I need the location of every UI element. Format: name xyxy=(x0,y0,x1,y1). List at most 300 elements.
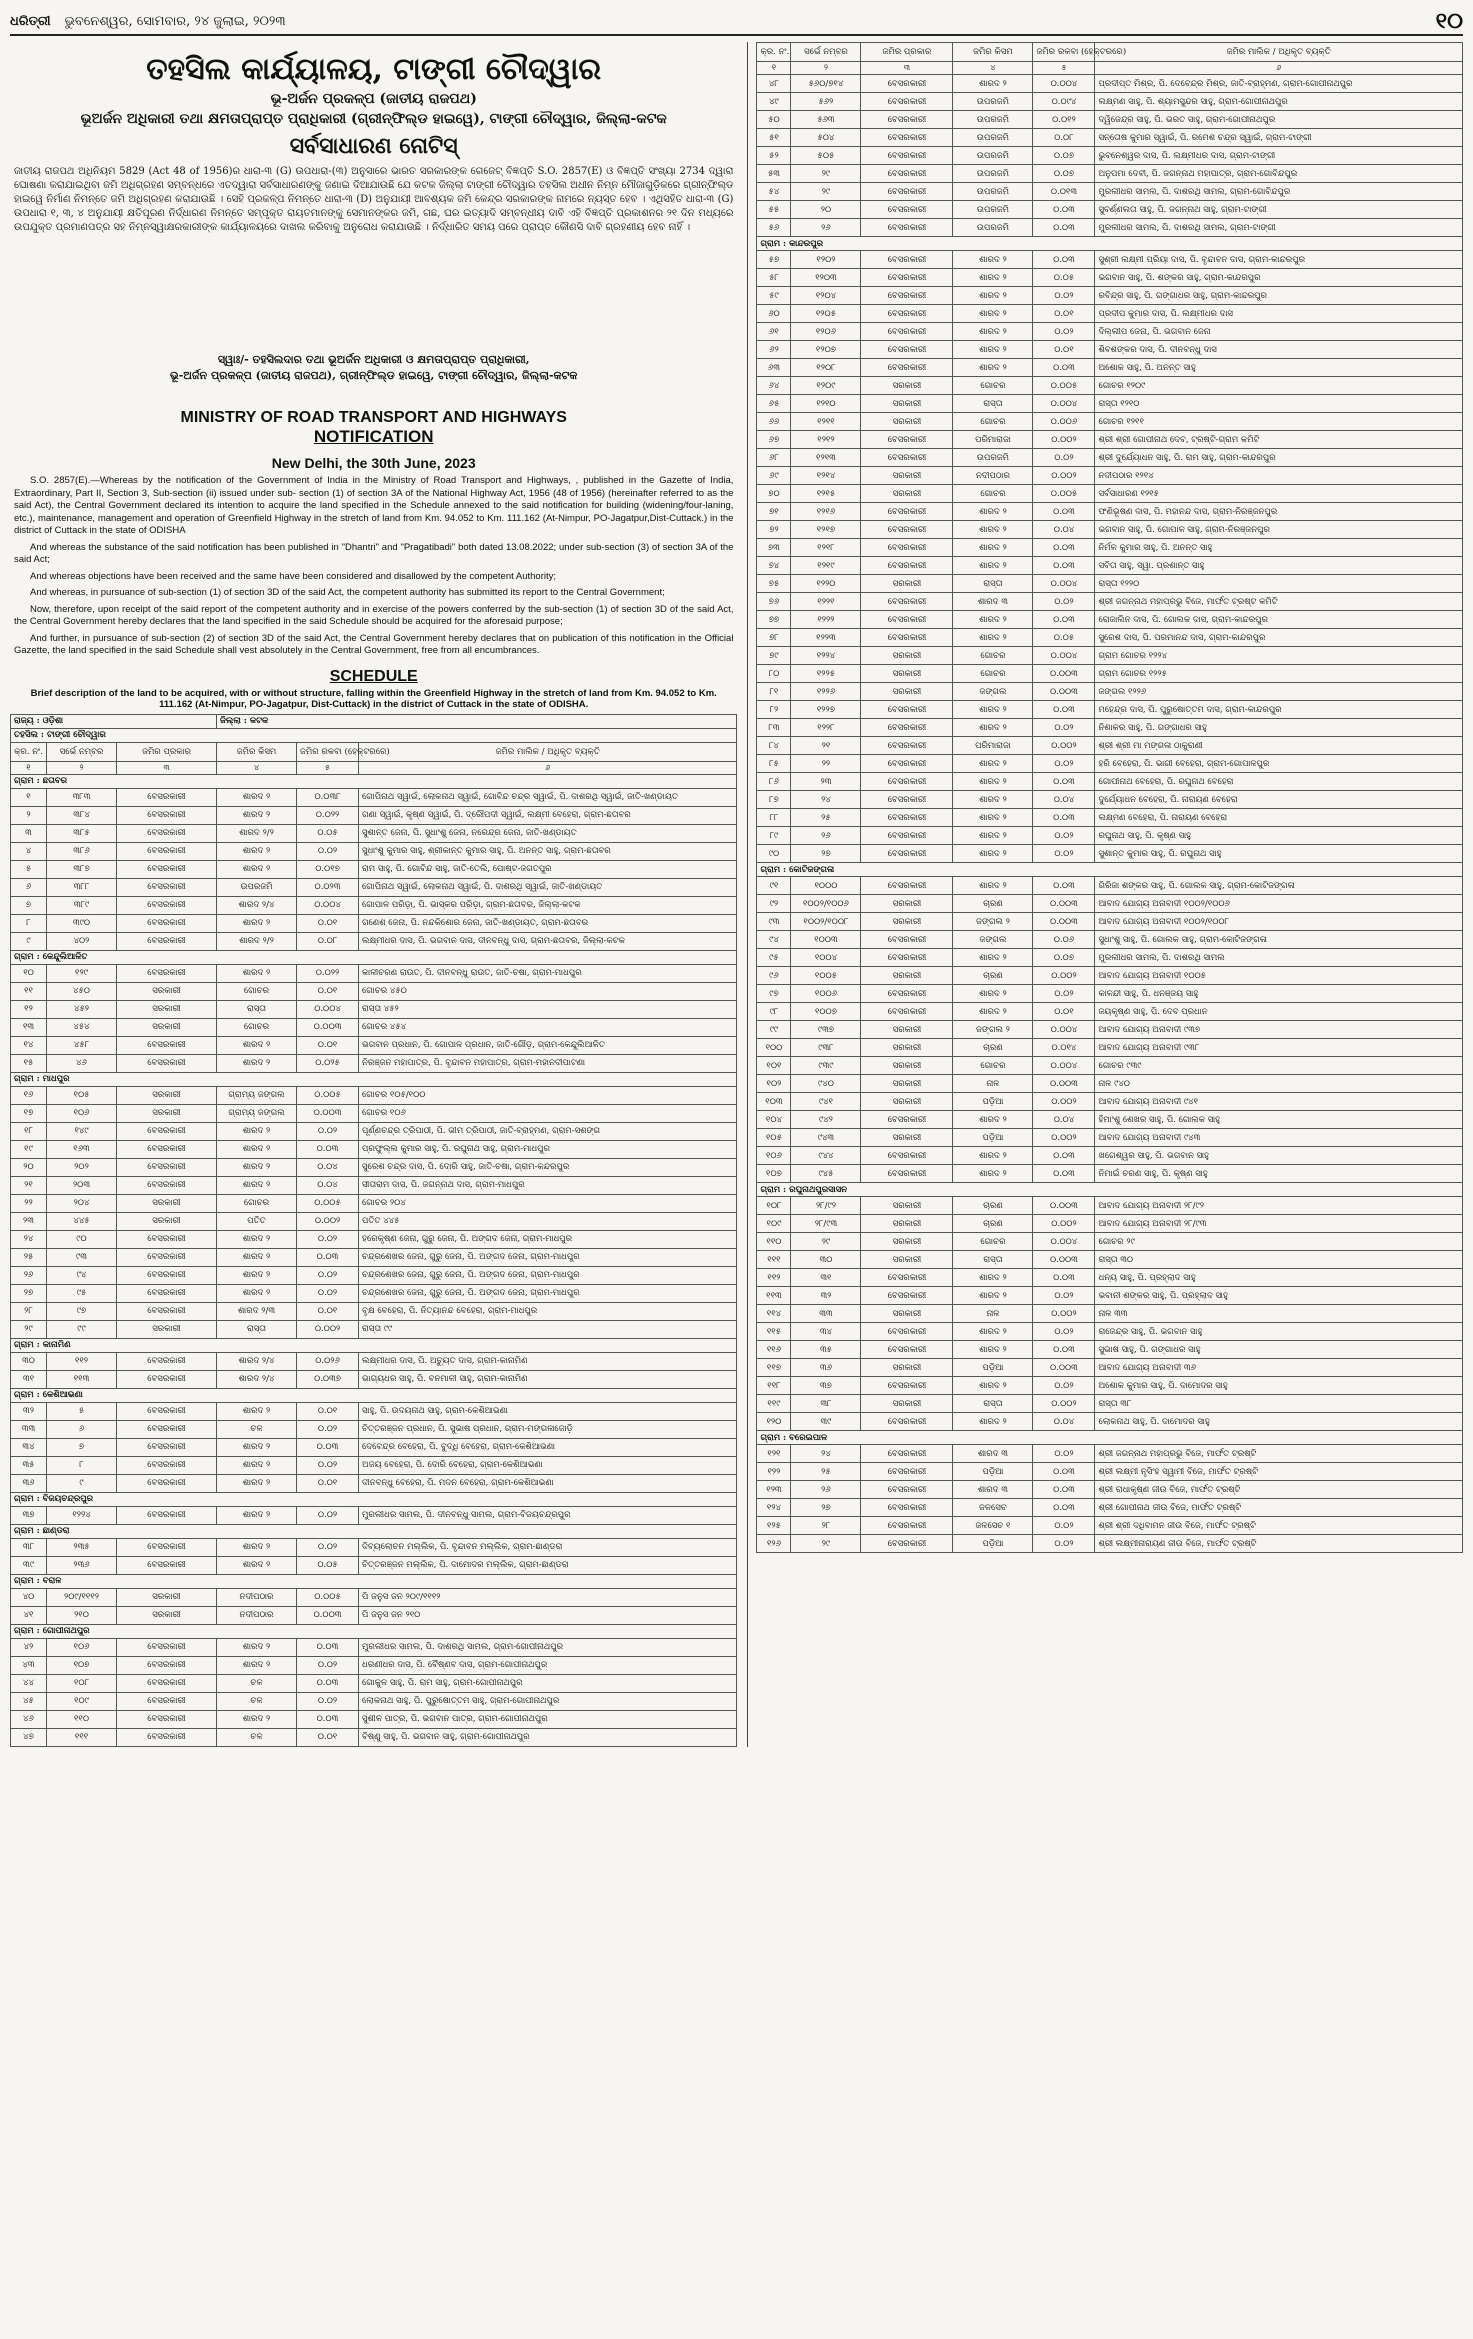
notification-para-1: S.O. 2857(E).—Whereas by the notification of the Government of India in the Ministry of Road Transport and Highways, , published in the Gazette of India, Extraordinary, Part II, Section 3, Sub-section (ii) issued under sub- section (1) of section 3A of the National Highway Act, 1956 (48 of 1956) (hereinafter referred to as the said Act), the Central Government declared its intention to acquire the land specified in the Schedule annexed to the said notification for building (widening/four-laning, etc.), maintenance, management and operation of Greenfield Highway in the stretch of land from Km. 94.052 to Km. 111.162 (At-Nimpur, PO-Jagatpur,Dist-Cuttack.) in the district of Cuttack in the state of ODISHA xyxy=(14,475,734,536)
owner-cell: ଶ୍ରୀ ଗୋପୀନାଥ ଜୀଉ ବିଜେ, ମାର୍ଫତ ଟ୍ରଷ୍ଟି xyxy=(1095,1499,1463,1517)
table-row xyxy=(757,1499,1463,1517)
land-class-cell: ପଡ଼ିଆ xyxy=(953,1129,1033,1147)
area-cell: ୦.୦୩ xyxy=(1033,877,1095,895)
notification-para-2: And whereas the substance of the said notification has been published in "Dhantri" and "Pragatibadi" both dated 13.08.2022; under sub-section (3) of section 3A of the said Act; xyxy=(14,541,734,565)
table-row xyxy=(11,1456,737,1474)
serial-cell: ୧୪ xyxy=(11,1036,47,1054)
serial-cell: ୧୯ xyxy=(11,1140,47,1158)
owner-cell: ଆବାଦ ଯୋଗ୍ୟ ଅନାବାଦୀ ୨୮/୯୩ xyxy=(1095,1215,1463,1233)
owner-cell: ପତିତ ୪୪୫ xyxy=(359,1212,737,1230)
serial-cell: ୪୭ xyxy=(11,1728,47,1746)
land-type-cell: ସରକାରୀ xyxy=(861,1251,953,1269)
serial-cell: ୫୫ xyxy=(757,201,791,219)
serial-cell: ୬୮ xyxy=(757,449,791,467)
survey-cell: ୨୧୦ xyxy=(47,1606,117,1624)
survey-cell: ୫ xyxy=(47,1402,117,1420)
table-row xyxy=(11,788,737,806)
table-row xyxy=(11,1104,737,1122)
land-class-cell: ଶାରଦ ୨ xyxy=(953,557,1033,575)
serial-cell: ୮୧ xyxy=(757,683,791,701)
area-cell: ୦.୦୧ xyxy=(297,1402,359,1420)
area-cell: ୦.୦୭ xyxy=(1033,165,1095,183)
serial-cell: ୩୧ xyxy=(11,1370,47,1388)
land-class-cell: ରାସ୍ତା xyxy=(953,395,1033,413)
land-type-cell: ବେସରକାରୀ xyxy=(861,1499,953,1517)
col-number: ୩ xyxy=(861,62,953,75)
land-type-cell: ବେସରକାରୀ xyxy=(117,1158,217,1176)
area-cell: ୦.୦୫ xyxy=(1033,629,1095,647)
area-cell: ୦.୦୦୩ xyxy=(1033,895,1095,913)
table-row xyxy=(757,147,1463,165)
land-type-cell: ବେସରକାରୀ xyxy=(117,1692,217,1710)
land-type-cell: ବେସରକାରୀ xyxy=(117,1710,217,1728)
survey-cell: ୧୨୦୩ xyxy=(791,269,861,287)
land-type-cell: ସରକାରୀ xyxy=(117,1086,217,1104)
owner-cell: ସାହୁ, ପି. ଉଦୟନାଥ ସାହୁ, ଗ୍ରାମ-କେଶିଆଭଣା xyxy=(359,1402,737,1420)
owner-cell: ହିମାଂଶୁ ଶେଖର ସାହୁ, ପି. ଗୋଲକ ସାହୁ xyxy=(1095,1111,1463,1129)
serial-cell: ୧୧ xyxy=(11,982,47,1000)
land-type-cell: ସରକାରୀ xyxy=(861,913,953,931)
serial-cell: ୯୧ xyxy=(757,877,791,895)
serial-cell: ୪୪ xyxy=(11,1674,47,1692)
area-cell: ୦.୦୨ xyxy=(297,1266,359,1284)
land-class-cell: ଶାରଦ ୨ xyxy=(217,1284,297,1302)
area-cell: ୦.୦୨ xyxy=(297,1506,359,1524)
land-type-cell: ସରକାରୀ xyxy=(861,467,953,485)
serial-cell: ୧୭ xyxy=(11,1104,47,1122)
land-class-cell: ଶାରଦ ୨ xyxy=(217,1054,297,1072)
table-row xyxy=(757,701,1463,719)
table-row xyxy=(757,503,1463,521)
table-row xyxy=(757,1359,1463,1377)
land-type-cell: ବେସରକାରୀ xyxy=(117,1302,217,1320)
serial-cell: ୫୧ xyxy=(757,129,791,147)
area-cell: ୦.୦୧୪ xyxy=(1033,1039,1095,1057)
land-class-cell: ଉପରଜମି xyxy=(953,183,1033,201)
land-class-cell: ଉପରଜମି xyxy=(953,201,1033,219)
survey-cell: ୫୦୪ xyxy=(791,129,861,147)
serial-cell: ୩୪ xyxy=(11,1438,47,1456)
owner-cell: ଗିରିଜା ଶଙ୍କର ସାହୁ, ପି. ଗୋଲକ ସାହୁ, ଗ୍ରାମ-କୋଟିଜଙ୍ଗଳା xyxy=(1095,877,1463,895)
serial-cell: ୧ xyxy=(11,788,47,806)
land-type-cell: ସରକାରୀ xyxy=(861,395,953,413)
area-cell: ୦.୦୦୩ xyxy=(1033,913,1095,931)
area-cell: ୦.୦୭ xyxy=(1033,949,1095,967)
table-row xyxy=(11,1402,737,1420)
land-class-cell: ନଦୀପଠାର xyxy=(217,1606,297,1624)
land-type-cell: ବେସରକାରୀ xyxy=(861,1323,953,1341)
land-type-cell: ସରକାରୀ xyxy=(861,665,953,683)
table-row xyxy=(11,1606,737,1624)
right-column xyxy=(747,42,1463,1747)
table-row xyxy=(757,1287,1463,1305)
area-cell: ୦.୦୦୨ xyxy=(297,1320,359,1338)
table-row xyxy=(757,413,1463,431)
survey-cell: ୨୩୫ xyxy=(47,1538,117,1556)
survey-cell: ୧୦୦୦ xyxy=(791,877,861,895)
owner-cell: ଗୋଚର ୧୨୧୧ xyxy=(1095,413,1463,431)
land-class-cell: ଶାରଦ ୨ xyxy=(953,269,1033,287)
land-class-cell: ଶାରଦ ୨ xyxy=(217,964,297,982)
notice-authority: ଭୂଅର୍ଜନ ଅଧିକାରୀ ତଥା କ୍ଷମତାପ୍ରାପ୍ତ ପ୍ରାଧିକାରୀ (ଗ୍ରୀନ୍‌ଫିଲ୍ଡ ହାଇୱେ), ଟାଙ୍ଗୀ ଚୌଦ୍ୱାର, ଜିଲ୍ଲା-କଟକ xyxy=(80,111,667,127)
survey-cell: ୧୨୨୦ xyxy=(791,575,861,593)
area-cell: ୦.୦୦୪ xyxy=(1033,75,1095,93)
land-class-cell: ଶାରଦ ୨ xyxy=(953,949,1033,967)
area-cell: ୦.୦୭ xyxy=(1033,147,1095,165)
area-cell: ୦.୦୦୪ xyxy=(1033,647,1095,665)
survey-cell: ୪୬ xyxy=(47,1054,117,1072)
serial-cell: ୮ xyxy=(11,914,47,932)
serial-cell: ୫୩ xyxy=(757,165,791,183)
area-cell: ୦.୦୧ xyxy=(297,1036,359,1054)
table-row xyxy=(757,1093,1463,1111)
land-class-cell: ଶାରଦ ୨ xyxy=(217,788,297,806)
area-cell: ୦.୦୩ xyxy=(1033,1463,1095,1481)
land-class-cell: ଶାରଦ ୨ xyxy=(953,755,1033,773)
owner-cell: ଦ୍ୱିଜେନ୍ଦ୍ର ସାହୁ, ପି. ଭରତ ସାହୁ, ଗ୍ରାମ-ଗୋପୀନାଥପୁର xyxy=(1095,111,1463,129)
serial-cell: ୮୫ xyxy=(757,755,791,773)
land-type-cell: ବେସରକାରୀ xyxy=(861,75,953,93)
survey-cell: ୨୬ xyxy=(791,1481,861,1499)
table-row xyxy=(757,201,1463,219)
owner-cell: ମହେନ୍ଦ୍ର ଦାସ, ପି. ପୁରୁଷୋତ୍ତମ ଦାସ, ଗ୍ରାମ-କାନ୍ଦରପୁର xyxy=(1095,701,1463,719)
owner-cell: ସୁଶାନ୍ତ ଜେନା, ପି. ସୁଧାଂଶୁ ଜେନା, ନରେନ୍ଦ୍ର ଜେନା, ଜାତି-ଖଣ୍ଡାୟତ xyxy=(359,824,737,842)
serial-cell: ୧୦୮ xyxy=(757,1197,791,1215)
owner-cell: ଗୋପୀନାଥ ବେହେରା, ପି. ରଘୁନାଥ ବେହେରା xyxy=(1095,773,1463,791)
survey-cell: ୩୫ xyxy=(791,1341,861,1359)
serial-cell: ୨ xyxy=(11,806,47,824)
land-type-cell: ବେସରକାରୀ xyxy=(117,1556,217,1574)
survey-cell: ୯୯ xyxy=(47,1320,117,1338)
land-class-cell: ଶାରଦ ୨/୨ xyxy=(217,932,297,950)
col-header-owner: ଜମିର ମାଲିକ / ଅଧିକୃତ ବ୍ୟକ୍ତି xyxy=(359,742,737,761)
serial-cell: ୧୨୨ xyxy=(757,1463,791,1481)
land-type-cell: ବେସରକାରୀ xyxy=(861,1269,953,1287)
col-number: ୪ xyxy=(953,62,1033,75)
survey-cell: ୯୩ xyxy=(47,1248,117,1266)
owner-cell: ଧନ୍ୟ ସାହୁ, ପି. ପ୍ରହ୍ଲାଦ ସାହୁ xyxy=(1095,1269,1463,1287)
area-cell: ୦.୦୪ xyxy=(1033,521,1095,539)
survey-cell: ୨୪ xyxy=(791,791,861,809)
land-type-cell: ସରକାରୀ xyxy=(861,1233,953,1251)
village-row xyxy=(757,1431,1463,1445)
land-class-cell: ଗୋଚର xyxy=(217,1018,297,1036)
land-class-cell: ଗୋଚର xyxy=(217,982,297,1000)
land-type-cell: ବେସରକାରୀ xyxy=(861,359,953,377)
land-type-cell: ସରକାରୀ xyxy=(861,413,953,431)
left-column xyxy=(10,42,737,1747)
land-type-cell: ସରକାରୀ xyxy=(861,1305,953,1323)
land-class-cell: ଶାରଦ ୨ xyxy=(217,914,297,932)
serial-cell: ୧୧୦ xyxy=(757,1233,791,1251)
area-cell: ୦.୦୩ xyxy=(1033,773,1095,791)
schedule-table-right xyxy=(756,42,1463,1553)
owner-cell: ଗୋକୁଳ ସାହୁ, ପି. ରାମ ସାହୁ, ଗ୍ରାମ-ଗୋପୀନାଥପୁର xyxy=(359,1674,737,1692)
survey-cell: ୨୮/୯୨ xyxy=(791,1197,861,1215)
land-type-cell: ବେସରକାରୀ xyxy=(861,593,953,611)
table-row xyxy=(757,1481,1463,1499)
owner-cell: ସର୍ବସାଧାରଣ ୧୨୧୫ xyxy=(1095,485,1463,503)
table-row xyxy=(757,1269,1463,1287)
table-row xyxy=(757,1323,1463,1341)
table-row xyxy=(11,1158,737,1176)
land-class-cell: ଶାରଦ ୨ xyxy=(217,1474,297,1492)
serial-cell: ୭୨ xyxy=(757,521,791,539)
land-class-cell: ଶାରଦ ୨ xyxy=(953,503,1033,521)
area-cell: ୦.୦୦୪ xyxy=(1033,1233,1095,1251)
table-row xyxy=(11,1538,737,1556)
owner-cell: ଖଗେଶ୍ୱର ସାହୁ, ପି. ଭଗବାନ ସାହୁ xyxy=(1095,1147,1463,1165)
survey-cell: ୧୦୯ xyxy=(47,1692,117,1710)
area-cell: ୦.୦୪ xyxy=(1033,1111,1095,1129)
table-row xyxy=(757,1021,1463,1039)
table-row xyxy=(11,1710,737,1728)
area-cell: ୦.୦୧ xyxy=(1033,305,1095,323)
land-type-cell: ବେସରକାରୀ xyxy=(117,1230,217,1248)
survey-cell: ୩୯୦ xyxy=(47,914,117,932)
table-row xyxy=(757,1147,1463,1165)
col-number: ୧ xyxy=(757,62,791,75)
col-header-survey: ସର୍ଭେ ନମ୍ବର xyxy=(791,43,861,62)
land-class-cell: ନାଳ xyxy=(953,1305,1033,1323)
table-row xyxy=(11,860,737,878)
serial-cell: ୬ xyxy=(11,878,47,896)
signature-line-1: ସ୍ୱାଃ/- ତହସିଲଦାର ତଥା ଭୂଅର୍ଜନ ଅଧିକାରୀ ଓ କ୍ଷମତାପ୍ରାପ୍ତ ପ୍ରାଧିକାରୀ, xyxy=(217,353,530,366)
land-class-cell: ରାସ୍ତା xyxy=(953,1251,1033,1269)
village-row xyxy=(757,237,1463,251)
land-type-cell: ସରକାରୀ xyxy=(117,1104,217,1122)
land-type-cell: ବେସରକାରୀ xyxy=(861,1165,953,1183)
survey-cell: ୯୩୭ xyxy=(791,1021,861,1039)
survey-cell: ୧୨୧୫ xyxy=(791,485,861,503)
owner-cell: ଗୋଚର ୧୦୫/୧୦୦ xyxy=(359,1086,737,1104)
serial-cell: ୧୦୫ xyxy=(757,1129,791,1147)
survey-cell: ୩୮୪ xyxy=(47,806,117,824)
survey-cell: ୧୧୨ xyxy=(47,1352,117,1370)
survey-cell: ୩୬ xyxy=(791,1359,861,1377)
land-type-cell: ସରକାରୀ xyxy=(861,1075,953,1093)
land-class-cell: ପଡ଼ିଆ xyxy=(953,1359,1033,1377)
serial-cell: ୧୨୫ xyxy=(757,1517,791,1535)
land-class-cell: ଶାରଦ ୨ xyxy=(953,719,1033,737)
land-class-cell: ନଦୀପଠାର xyxy=(217,1588,297,1606)
survey-cell: ୧୧୧ xyxy=(47,1728,117,1746)
serial-cell: ୪ xyxy=(11,842,47,860)
survey-cell: ୯୩୯ xyxy=(791,1057,861,1075)
table-row xyxy=(757,611,1463,629)
survey-cell: ୧୨୦୬ xyxy=(791,323,861,341)
table-row xyxy=(11,1248,737,1266)
land-class-cell: ଶାରଦ ୨ xyxy=(217,1506,297,1524)
land-type-cell: ବେସରକାରୀ xyxy=(861,985,953,1003)
owner-cell: ଗୋଚର ୯୩୯ xyxy=(1095,1057,1463,1075)
survey-cell: ୨୯ xyxy=(791,165,861,183)
area-cell: ୦.୦୩ xyxy=(297,1710,359,1728)
table-row xyxy=(11,1728,737,1746)
area-cell: ୦.୦୩ xyxy=(1033,1165,1095,1183)
owner-cell: ଚନ୍ଦ୍ରଶେଖର ଜେନା, ଗୁରୁ ଜେନା, ପି. ଅଙ୍ଗଦ ଜେନା, ଗ୍ରାମ-ମାଧପୁର xyxy=(359,1248,737,1266)
area-cell: ୦.୦୨ xyxy=(1033,1517,1095,1535)
serial-cell: ୨୯ xyxy=(11,1320,47,1338)
table-row xyxy=(757,1413,1463,1431)
owner-cell: ଶିବଶଙ୍କର ଦାସ, ପି. ଦୀନବନ୍ଧୁ ଦାସ xyxy=(1095,341,1463,359)
notification-heading: NOTIFICATION xyxy=(313,427,434,446)
owner-cell: ନିଶାକର ସାହୁ, ପି. ଗଙ୍ଗାଧର ସାହୁ xyxy=(1095,719,1463,737)
table-row xyxy=(757,629,1463,647)
serial-cell: ୨୨ xyxy=(11,1194,47,1212)
land-class-cell: ଶାରଦ ୨ xyxy=(953,1111,1033,1129)
area-cell: ୦.୦୩ xyxy=(297,1140,359,1158)
land-class-cell: ଶାରଦ ୨ xyxy=(217,1402,297,1420)
serial-cell: ୧୦୬ xyxy=(757,1147,791,1165)
land-class-cell: ଶାରଦ ୨ xyxy=(217,1556,297,1574)
serial-cell: ୭୧ xyxy=(757,503,791,521)
land-type-cell: ସରକାରୀ xyxy=(861,377,953,395)
land-class-cell: ଶାରଦ ୨ xyxy=(953,827,1033,845)
serial-cell: ୯୨ xyxy=(757,895,791,913)
land-class-cell: ଶାରଦ ୨ xyxy=(217,1036,297,1054)
owner-cell: ହରେକୃଷ୍ଣ ଜେନା, ଗୁରୁ ଜେନା, ପି. ଅଙ୍ଗଦ ଜେନା, ଗ୍ରାମ-ମାଧପୁର xyxy=(359,1230,737,1248)
area-cell: ୦.୦୨ xyxy=(297,1284,359,1302)
area-cell: ୦.୦୦୨ xyxy=(1033,737,1095,755)
land-class-cell: ଶାରଦ ୨ xyxy=(953,701,1033,719)
table-row xyxy=(11,1194,737,1212)
owner-cell: ନିମାଇଁ ଚରଣ ସାହୁ, ପି. କୃଷ୍ଣ ସାହୁ xyxy=(1095,1165,1463,1183)
area-cell: ୦.୦୨ xyxy=(297,1420,359,1438)
survey-cell: ୩୪ xyxy=(791,1323,861,1341)
land-class-cell: ଜଳସେଚ ୧ xyxy=(953,1517,1033,1535)
area-cell: ୦.୦୫ xyxy=(297,824,359,842)
survey-cell: ୧୨୧୨ xyxy=(791,431,861,449)
table-row xyxy=(757,737,1463,755)
area-cell: ୦.୦୦୩ xyxy=(1033,1197,1095,1215)
area-cell: ୦.୦୨ xyxy=(1033,755,1095,773)
survey-cell: ୨୯ xyxy=(791,183,861,201)
land-class-cell: ଉପରଜମି xyxy=(953,449,1033,467)
serial-cell: ୯ xyxy=(11,932,47,950)
land-class-cell: ଜଳସେଚ xyxy=(953,1499,1033,1517)
area-cell: ୦.୦୦୩ xyxy=(297,1018,359,1036)
serial-cell: ୪୨ xyxy=(11,1638,47,1656)
table-row xyxy=(11,878,737,896)
table-row xyxy=(11,1352,737,1370)
area-cell: ୦.୦୪ xyxy=(297,1176,359,1194)
area-cell: ୦.୦୦୫ xyxy=(297,1086,359,1104)
land-type-cell: ସରକାରୀ xyxy=(861,1215,953,1233)
land-class-cell: ଶାରଦ ୨ xyxy=(953,1147,1033,1165)
land-type-cell: ବେସରକାରୀ xyxy=(861,1463,953,1481)
area-cell: ୦.୦୧୨ xyxy=(1033,111,1095,129)
serial-cell: ୧୦୦ xyxy=(757,1039,791,1057)
survey-cell: ୧୨୨୫ xyxy=(791,665,861,683)
owner-cell: ରାମ ସାହୁ, ପି. ଗୋବିନ୍ଦ ସାହୁ, ଜାତି-ତେଲି, ପୋଷ୍ଟ-ଜଗତପୁର xyxy=(359,860,737,878)
survey-cell: ୨୯ xyxy=(791,1233,861,1251)
table-row xyxy=(757,111,1463,129)
land-type-cell: ବେସରକାରୀ xyxy=(861,1003,953,1021)
table-row xyxy=(11,1370,737,1388)
area-cell: ୦.୦୨ xyxy=(1033,719,1095,737)
survey-cell: ୧୦୦୬ xyxy=(791,985,861,1003)
survey-cell: ୨୪ xyxy=(791,1445,861,1463)
notification-para-5: Now, therefore, upon receipt of the said report of the competent authority and in exercise of the powers conferred by the sub-section (1) of section 3D of the said Act, the Central Government hereby declares that the land specified in the said Schedule should be acquired for the aforesaid purpose; xyxy=(14,603,734,627)
survey-cell: ୨୮/୯୩ xyxy=(791,1215,861,1233)
survey-cell: ୩୮୬ xyxy=(47,842,117,860)
land-type-cell: ବେସରକାରୀ xyxy=(117,1674,217,1692)
survey-cell: ୩୮ xyxy=(791,1395,861,1413)
owner-cell: ଶ୍ରୀ ଶ୍ରୀ ଗୋପୀନାଥ ଦେବ, ଟ୍ରଷ୍ଟି-ଗ୍ରାମ କମିଟି xyxy=(1095,431,1463,449)
area-cell: ୦.୦୦୫ xyxy=(1033,377,1095,395)
notification-para-4: And whereas, in pursuance of sub-section (1) of section 3D of the said Act, the competent authority has submitted its report to the Central Government; xyxy=(30,587,665,598)
area-cell: ୦.୦୪ xyxy=(1033,1413,1095,1431)
survey-cell: ୧୦୬ xyxy=(47,1104,117,1122)
owner-cell: ଜୟକୃଷ୍ଣ ସାହୁ, ପି. ଦେବ ପ୍ରଧାନ xyxy=(1095,1003,1463,1021)
serial-cell: ୧୨୩ xyxy=(757,1481,791,1499)
land-class-cell: ଶାରଦ ୨ xyxy=(953,877,1033,895)
land-type-cell: ବେସରକାରୀ xyxy=(861,165,953,183)
owner-cell: ଗ୍ରାମ ଗୋଚର ୧୨୨୪ xyxy=(1095,647,1463,665)
land-type-cell: ବେସରକାରୀ xyxy=(117,1122,217,1140)
land-type-cell: ବେସରକାରୀ xyxy=(861,341,953,359)
area-cell: ୦.୦୩ xyxy=(1033,503,1095,521)
survey-cell: ୧୨୯ xyxy=(47,964,117,982)
survey-cell: ୯୪ xyxy=(47,1266,117,1284)
serial-cell: ୯୦ xyxy=(757,845,791,863)
dateline: ଭୁବନେଶ୍ୱର, ସୋମବାର, ୨୪ ଜୁଲାଇ, ୨୦୨୩ xyxy=(64,13,286,29)
village-name: ଗ୍ରାମ : ବରାଳ xyxy=(11,1574,737,1588)
area-cell: ୦.୦୧ xyxy=(297,1728,359,1746)
land-class-cell: ନଦୀପଠାର xyxy=(953,467,1033,485)
owner-cell: ସୁରେଶ ଚନ୍ଦ୍ର ଦାସ, ପି. ଦୋରି ସାହୁ, ଜାତି-ଚଷା, ଗ୍ରାମ-କନ୍ଦରପୁର xyxy=(359,1158,737,1176)
survey-cell: ୧୦୦୭ xyxy=(791,1003,861,1021)
land-class-cell: ଶାରଦ ୨ xyxy=(217,860,297,878)
area-cell: ୦.୦୦୨ xyxy=(1033,431,1095,449)
area-cell: ୦.୦୩୭ xyxy=(297,1370,359,1388)
owner-cell: ଭୁବନେଶ୍ୱର ଦାସ, ପି. ଲକ୍ଷ୍ମୀଧର ଦାସ, ଗ୍ରାମ-ଟାଙ୍ଗୀ xyxy=(1095,147,1463,165)
area-cell: ୦.୦୨ xyxy=(1033,1323,1095,1341)
owner-cell: ରାସ୍ତା ୯୯ xyxy=(359,1320,737,1338)
survey-cell: ୩୮୭ xyxy=(47,860,117,878)
village-name: ଗ୍ରାମ : ବିଜୟଚନ୍ଦ୍ରପୁର xyxy=(11,1492,737,1506)
area-cell: ୦.୦୩ xyxy=(1033,1499,1095,1517)
land-class-cell: ଶାରଦ ୨ xyxy=(953,359,1033,377)
land-type-cell: ବେସରକାରୀ xyxy=(117,1638,217,1656)
table-row xyxy=(757,1111,1463,1129)
survey-cell: ୧୨୦୫ xyxy=(791,305,861,323)
land-class-cell: ନାଳ xyxy=(953,1075,1033,1093)
land-type-cell: ବେସରକାରୀ xyxy=(117,788,217,806)
village-name: ଗ୍ରାମ : ମାଧପୁର xyxy=(11,1072,737,1086)
area-cell: ୦.୦୦୪ xyxy=(1033,1021,1095,1039)
owner-cell: ବୃକ୍ଷ ବେହେରା, ପି. ନିତ୍ୟାନନ୍ଦ ବେହେରା, ଗ୍ରାମ-ମାଧପୁର xyxy=(359,1302,737,1320)
area-cell: ୦.୦୪ xyxy=(297,1158,359,1176)
odia-notice-paragraph: ଜାତୀୟ ରାଜପଥ ଅଧିନିୟମ 5829 (Act 48 of 1956)ର ଧାରା-୩ (G) ଉପଧାରା-(୩) ଅନୁସାରେ ଭାରତ ସରକାରଙ୍କ ଗେଜେଟ୍ ବିଜ୍ଞପ୍ତି S.O. 2857(E) ଓ ବିଜ୍ଞପ୍ତି ସଂଖ୍ୟା 2734 ଦ୍ୱାରା ଘୋଷଣା କରାଯାଇଥିବା ଜମି ଅଧିଗ୍ରହଣ ସମ୍ବନ୍ଧରେ ଏତଦ୍ୱାରା ସର୍ବସାଧାରଣଙ୍କୁ ଜଣାଇ ଦିଆଯାଉଛି ଯେ କଟକ ଜିଲ୍ଲା ଟାଙ୍ଗୀ ଚୌଦ୍ୱାର ତହସିଲ ଅଧୀନ ନିମ୍ନ ମୌଜାଗୁଡ଼ିକରେ ଗ୍ରୀନ୍‌ଫିଲ୍ଡ ହାଇୱେ ନିର୍ମାଣ ନିମନ୍ତେ ଜମି ଅଧିଗ୍ରହଣ କରାଯାଉଛି । ସେହି ପ୍ରକଳ୍ପ ନିମନ୍ତେ ଧାରା-୩ (D) ଅନୁଯାୟୀ ଆବଶ୍ୟକ ଜମି କେନ୍ଦ୍ର ସରକାରଙ୍କ ନାମରେ ନ୍ୟସ୍ତ ହେବ । ଏଥିସହିତ ଧାରା-୩ (G) ଉପଧାରା ୧, ୩, ୪ ଅନୁଯାୟୀ କ୍ଷତିପୂରଣ ନିର୍ଦ୍ଧାରଣ ନିମନ୍ତେ ସମ୍ପୃକ୍ତ ରାୟତମାନଙ୍କୁ ସେମାନଙ୍କର ଜମି, ଗଛ, ଘର ଇତ୍ୟାଦି ସମ୍ବନ୍ଧୀୟ ଦାବି ଏହି ବିଜ୍ଞପ୍ତି ପ୍ରକାଶନର ୨୧ ଦିନ ମଧ୍ୟରେ ଉପଯୁକ୍ତ ପ୍ରମାଣପତ୍ର ସହ ନିମ୍ନସ୍ୱାକ୍ଷରକାରୀଙ୍କ କାର୍ଯ୍ୟାଳୟରେ ଦାଖଲ କରିବାକୁ ଅନୁରୋଧ କରାଯାଉଛି । ନିର୍ଦ୍ଧାରିତ ସମୟ ପରେ ପ୍ରାପ୍ତ କୌଣସି ଦାବି ଗ୍ରହଣୀୟ ହେବ ନାହିଁ । xyxy=(14,166,734,233)
table-row xyxy=(757,1377,1463,1395)
area-cell: ୦.୦୦୪ xyxy=(1033,1057,1095,1075)
land-class-cell: ଶାରଦ ୨ xyxy=(217,1230,297,1248)
land-class-cell: ପରିମାରାଜା xyxy=(953,737,1033,755)
area-cell: ୦.୦୨ xyxy=(1033,593,1095,611)
table-row xyxy=(757,359,1463,377)
owner-cell: ଲୋକନାଥ ସାହୁ, ପି. ଦାମୋଦର ସାହୁ xyxy=(1095,1413,1463,1431)
area-cell: ୦.୦୨୫ xyxy=(297,1054,359,1072)
land-type-cell: ବେସରକାରୀ xyxy=(861,611,953,629)
table-row xyxy=(11,1266,737,1284)
land-type-cell: ବେସରକାରୀ xyxy=(861,251,953,269)
area-cell: ୦.୦୨ xyxy=(297,1230,359,1248)
village-row xyxy=(11,1388,737,1402)
serial-cell: ୬୦ xyxy=(757,305,791,323)
col-number: ୪ xyxy=(217,761,297,774)
